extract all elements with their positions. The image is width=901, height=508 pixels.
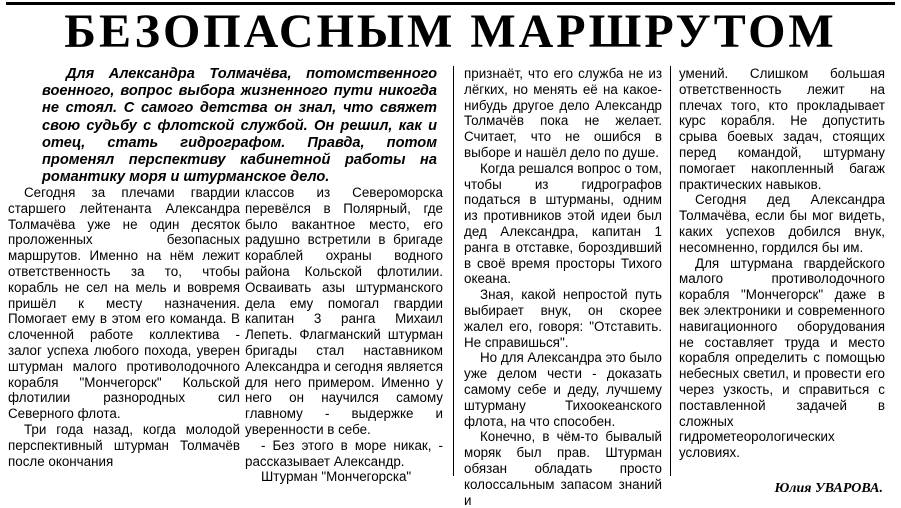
column-separator xyxy=(453,66,454,476)
col3-paragraph: признаёт, что его служба не из лёгких, но менять её на какое-нибудь другое дело Александр Толмачёв пока не желает. Считает, что не ошибся в выборе и нашёл дело по душе. xyxy=(464,66,662,160)
col2-paragraph: Штурман "Мончегорска" xyxy=(261,469,412,485)
col4-paragraph: умений. Слишком большая ответственность лежит на плечах того, кто прокладывает курс корабля. Не допустить срыва боевых задач, стоящих перед командой, штурману помогает накопленный багаж практических навыков. xyxy=(679,66,885,192)
col2-paragraph: - Без этого в море никак, - рассказывает Александр. xyxy=(245,437,443,469)
column-4 xyxy=(679,66,885,461)
column-1 xyxy=(8,185,240,469)
column-3 xyxy=(464,66,662,508)
col3-paragraph: Зная, какой непростой путь выбирает внук, он скорее жалел его, говоря: "Отставить. Не справишься". xyxy=(464,287,662,350)
col3-paragraph: Когда решался вопрос о том, чтобы из гидрографов податься в штурманы, одним из противников этой идеи был дед Александра, капитан 1 ранга в отставке, бороздивший в своё время просторы Тихого океана. xyxy=(464,160,662,287)
column-2 xyxy=(245,185,443,485)
col1-paragraph: Сегодня за плечами гвардии старшего лейтенанта Александра Толмачёва уже не один десяток проложенных безопасных маршрутов. Именно на нём лежит ответственность за то, чтобы корабль не сел на мель и вовремя пришёл к месту назначения. Помогает ему в этом его команда. В слоченной работе коллектива - залог успеха любого похода, уверен штурман малого противолодочного корабля "Мончегорск" Кольской флотилии разнородных сил Северного флота. xyxy=(8,185,240,422)
col4-paragraph: Сегодня дед Александра Толмачёва, если бы мог видеть, каких успехов добился внук, несомненно, гордился бы им. xyxy=(679,192,885,255)
lead-paragraph xyxy=(42,66,437,186)
column-separator xyxy=(670,66,671,476)
article-title: БЕЗОПАСНЫМ МАРШРУТОМ xyxy=(64,5,837,58)
col2-paragraph: классов из Североморска перевёлся в Полярный, где было вакантное место, его радушно встретили в бригаде кораблей охраны водного района Кольской флотилии. Осваивать азы штурманского дела ему помогал гвардии капитан 3 ранга Михаил Лепеть. Флагманский штурман бригады стал наставником Александра и сегодня является для него примером. Именно у него он научился самому главному - выдержке и уверенности в себе. xyxy=(245,185,443,437)
col3-paragraph: Но для Александра это было уже делом чести - доказать самому себе и деду, лучшему штурману Тихоокеанского флота, на что способен. xyxy=(464,350,662,429)
col1-paragraph: Три года назад, когда молодой перспективный штурман Толмачёв после окончания xyxy=(8,421,240,469)
col3-paragraph: Конечно, в чём-то бывалый моряк был прав. Штурман обязан обладать просто колоссальным запасом знаний и xyxy=(464,429,662,508)
col4-paragraph: Для штурмана гвардейского малого противолодочного корабля "Мончегорск" даже в век электроники и современного навигационного оборудования не составляет труда и место корабля определить с помощью небесных светил, и провести его через узкость, и справиться с поставленной задачей в сложных гидрометеорологических условиях. xyxy=(679,255,885,461)
author-signature: Юлия УВАРОВА. xyxy=(774,481,883,496)
lead-text: Для Александра Толмачёва, потомственного военного, вопрос выбора жизненного пути никогда не стоял. С самого детства он знал, что свяжет свою судьбу с флотской службой. Он решил, как и отец, стать гидрографом. Правда, потом променял перспективу кабинетной работы на романтику моря и штурманское дело. xyxy=(42,66,437,186)
